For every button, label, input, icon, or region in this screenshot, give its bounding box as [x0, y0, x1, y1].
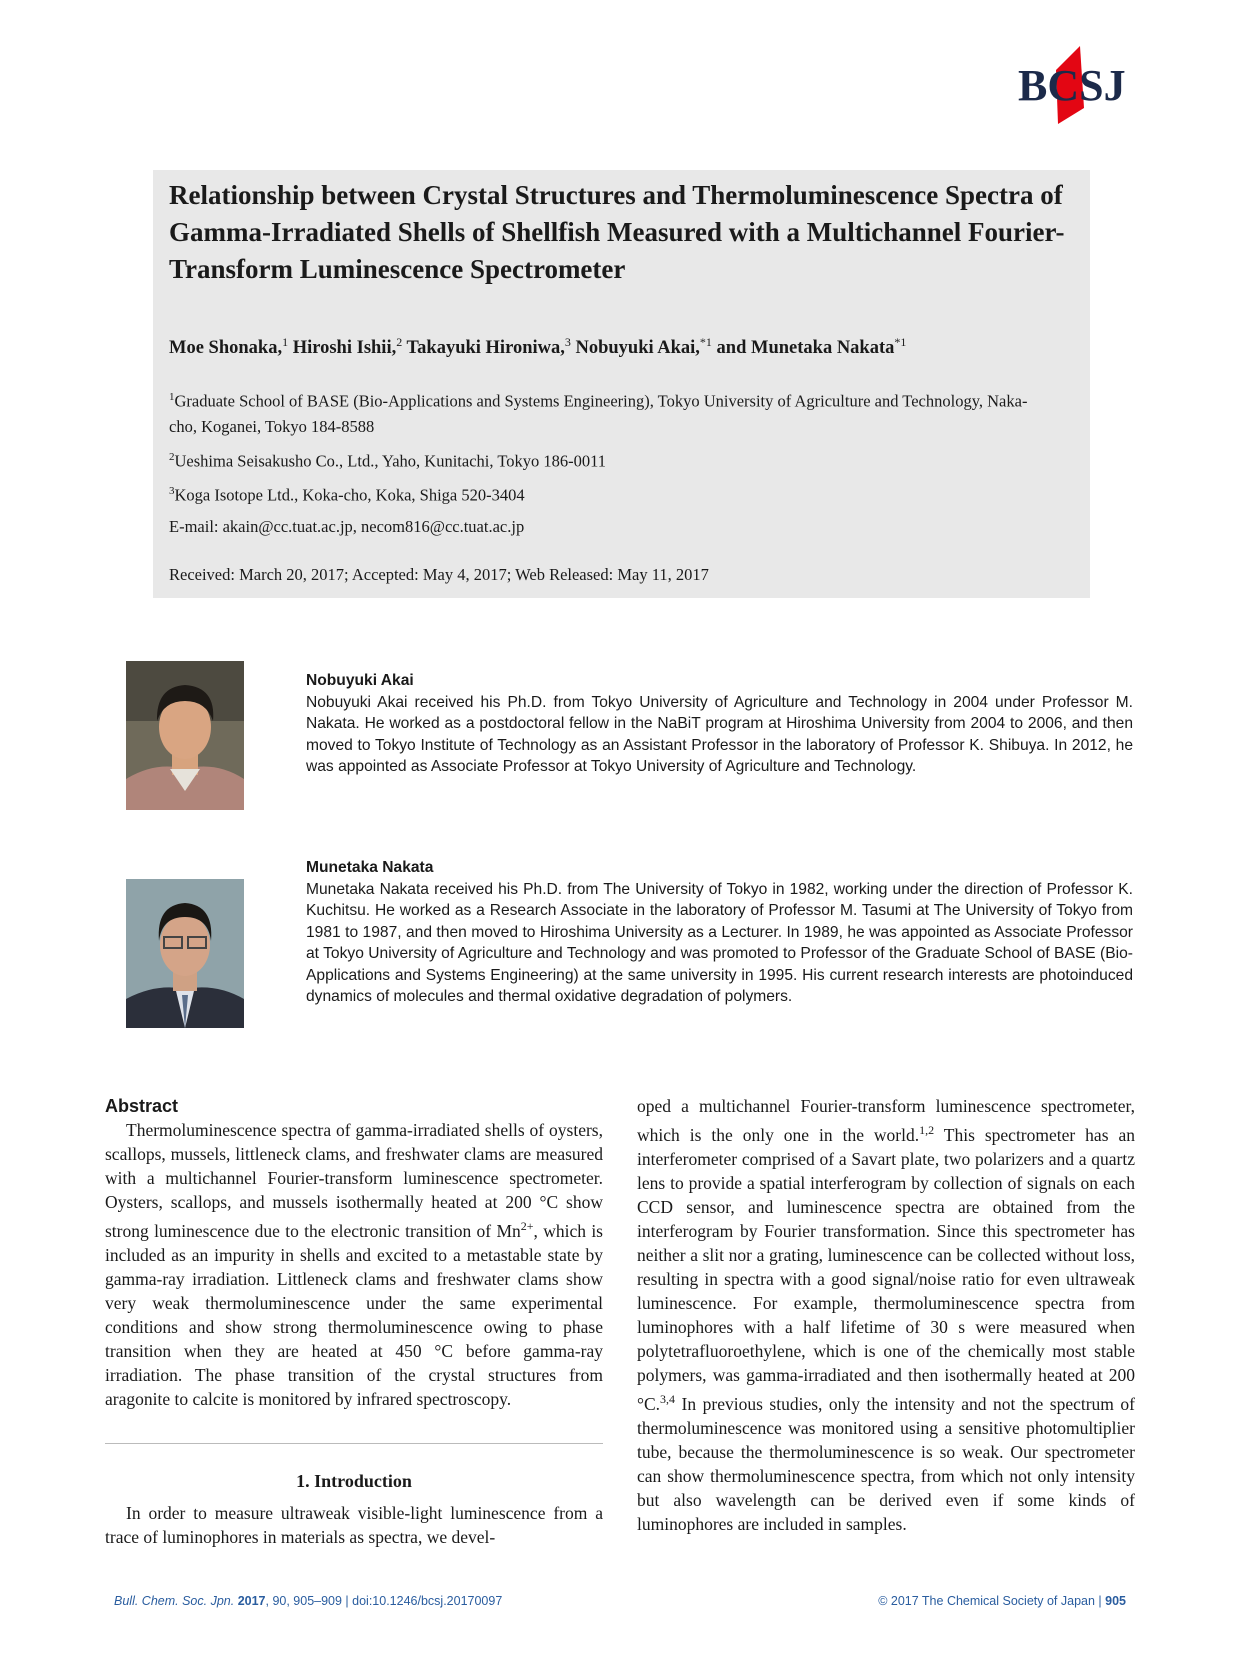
author: Hiroshi Ishii,$^2$	[292, 335, 403, 359]
author: Moe Shonaka,$^1$	[169, 335, 289, 359]
bio-text: Nobuyuki Akai received his Ph.D. from Tokyo University of Agriculture and Technology in 2004 under Professor M. Nakata. He worked as a postdoctoral fellow in the NaBiT program at Hiroshima University from 2004 to 2006, and then moved to Tokyo Institute of Technology as an Assistant Professor in the laboratory of Professor K. Shibuya. In 2012, he was appointed as Associate Professor at Tokyo University of Agriculture and Technology.	[306, 693, 1133, 775]
introduction-text-start: In order to measure ultraweak visible-light luminescence from a trace of luminophores in materials as spectra, we devel-	[105, 1503, 603, 1547]
affiliation-3: $^3$Koga Isotope Ltd., Koka-cho, Koka, Shiga 520-3404	[169, 485, 525, 505]
bio-name: Munetaka Nakata	[306, 859, 434, 876]
author-photo-akai	[126, 661, 244, 810]
abstract-text: Thermoluminescence spectra of gamma-irradiated shells of oysters, scallops, mussels, littleneck clams, and freshwater clams are measured with a multichannel Fourier-transform luminescence spectrometer. Oysters, scallops, and mussels isothermally heated at 200 °C show strong luminescence due to the electronic transition of $Mn^{2+}$, which is included as an impurity in shells and excited to a metastable state by gamma-ray irradiation. Littleneck clams and freshwater clams show very weak thermoluminescence under the same experimental conditions and show strong thermoluminescence owing to phase transition when they are heated at 450 °C before gamma-ray irradiation. The phase transition of the crystal structures from aragonite to calcite is monitored by infrared spectroscopy.	[105, 1120, 603, 1409]
author-photo-nakata	[126, 879, 244, 1028]
introduction-continued	[637, 1094, 1135, 1536]
section-divider	[105, 1443, 603, 1444]
abstract-heading: Abstract	[105, 1096, 179, 1116]
abstract-section	[105, 1094, 603, 1411]
author: Takayuki Hironiwa,$^3$	[406, 335, 571, 359]
bio-name: Nobuyuki Akai	[306, 672, 414, 689]
journal-logo	[1018, 40, 1138, 130]
footer-citation: Bull. Chem. Soc. Jpn. 2017, 90, 905–909 | doi:10.1246/bcsj.20170097	[114, 1594, 503, 1608]
author: and Munetaka Nakata$^{*1}$	[716, 335, 907, 359]
author: Nobuyuki Akai,$^{*1}$	[575, 335, 712, 359]
bio-akai	[306, 670, 1133, 778]
article-title: Relationship between Crystal Structures and Thermoluminescence Spectra of Gamma-Irradiated Shells of Shellfish Measured with a Multichannel Fourier-Transform Luminescence Spectrometer	[169, 180, 1065, 284]
footer-copyright: © 2017 The Chemical Society of Japan | 905	[878, 1594, 1126, 1608]
bio-nakata	[306, 857, 1133, 1008]
affiliation-2: $^2$Ueshima Seisakusho Co., Ltd., Yaho, Kunitachi, Tokyo 186-0011	[169, 451, 606, 471]
page-number: 905	[1105, 1594, 1126, 1608]
bio-text: Munetaka Nakata received his Ph.D. from The University of Tokyo in 1982, working under the direction of Professor K. Kuchitsu. He worked as a Research Associate in the laboratory of Professor M. Tasumi at The University of Tokyo from 1981 to 1987, and then moved to Hiroshima University as a Lecturer. In 1989, he was appointed as Associate Professor at Tokyo University of Agriculture and Technology and was promoted to Professor of the Graduate School of BASE (Bio-Applications and Systems Engineering) at the same university in 1995. His current research interests are photoinduced dynamics of molecules and thermal oxidative degradation of polymers.	[306, 880, 1133, 1005]
affiliation-1: $^1$Graduate School of BASE (Bio-Applications and Systems Engineering), Tokyo University of Agriculture and Technology, Naka-cho, Koganei, Tokyo 184-8588	[169, 391, 1028, 436]
introduction-paragraph: oped a multichannel Fourier-transform luminescence spectrometer, which is the only one in the world.$^{1,2}$ This spectrometer has an interferometer comprised of a Savart plate, two polarizers and a quartz lens to provide a spatial interferogram by collection of signals on each CCD sensor, and luminescence spectra are obtained from the interferogram by Fourier transformation. Since this spectrometer has neither a slit nor a grating, luminescence can be collected without loss, resulting in spectra with a good signal/noise ratio for even ultraweak luminescence. For example, thermoluminescence spectra from luminophores with a half lifetime of 30 s were measured when polytetrafluoroethylene, which is one of the chemically most stable polymers, was gamma-irradiated and then isothermally heated at 200 °C.$^{3,4}$ In previous studies, only the intensity and not the spectrum of thermoluminescence was monitored using a sensitive photomultiplier tube, because the thermoluminescence is so weak. Our spectrometer can show thermoluminescence spectra, from which not only intensity but also wavelength can be derived even if some kinds of luminophores are included in samples.	[637, 1096, 1135, 1534]
author-list	[169, 330, 1069, 360]
logo-text: BCSJ	[1018, 61, 1126, 110]
introduction-heading: 1. Introduction	[296, 1471, 412, 1491]
dates-line: Received: March 20, 2017; Accepted: May 4, 2017; Web Released: May 11, 2017	[169, 565, 709, 584]
bcsj-logo-graphic	[1018, 40, 1138, 130]
email-line: E-mail: akain@cc.tuat.ac.jp, necom816@cc.tuat.ac.jp	[169, 517, 525, 536]
